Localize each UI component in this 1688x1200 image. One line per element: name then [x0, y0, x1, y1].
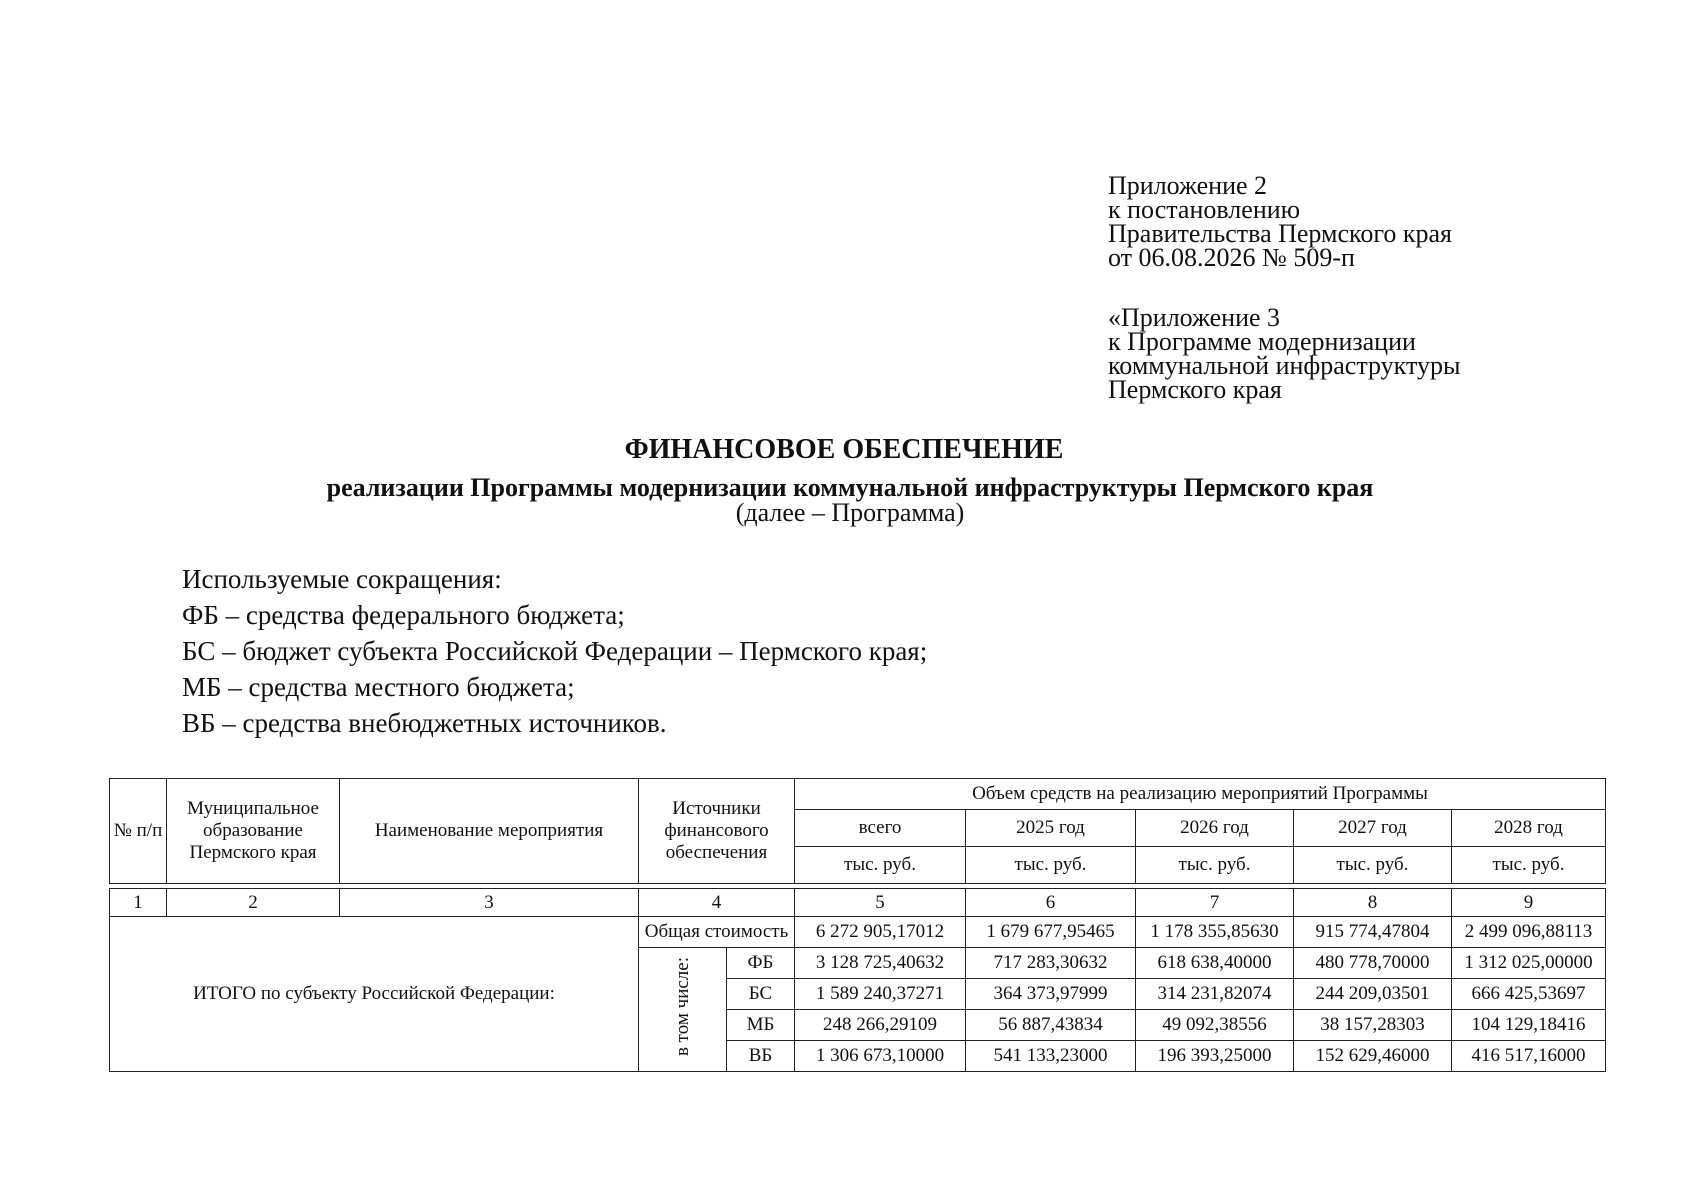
source-value: 666 425,53697 [1452, 979, 1606, 1010]
appendix-block [1108, 171, 1452, 272]
appendix-program-line: Пермского края [1108, 375, 1282, 404]
appendix-line: от 06.08.2026 № 509-п [1108, 243, 1355, 272]
abbreviations-heading: Используемые сокращения: [182, 564, 502, 594]
header-row [110, 779, 1606, 810]
column-number: 7 [1136, 889, 1294, 917]
appendix-program-line: к Программе модернизации [1108, 327, 1416, 356]
abbreviation-item: БС – бюджет субъекта Российской Федерации – Пермского края; [182, 636, 928, 666]
column-number: 4 [639, 889, 795, 917]
overall-value: 1 178 355,85630 [1136, 917, 1294, 948]
source-value: 152 629,46000 [1294, 1041, 1452, 1072]
appendix-program-line: «Приложение 3 [1108, 303, 1281, 332]
header-municipality: Муниципальное образование Пермского края [167, 779, 340, 884]
source-value: 196 393,25000 [1136, 1041, 1294, 1072]
abbreviation-item: ФБ – средства федерального бюджета; [182, 600, 625, 630]
source-value: 3 128 725,40632 [795, 948, 966, 979]
abbreviation-item: ВБ – средства внебюджетных источников. [182, 708, 667, 738]
source-value: 248 266,29109 [795, 1010, 966, 1041]
abbreviation-item: МБ – средства местного бюджета; [182, 672, 575, 702]
header-unit: тыс. руб. [1136, 847, 1294, 884]
source-value: 244 209,03501 [1294, 979, 1452, 1010]
header-year: 2025 год [966, 810, 1136, 847]
overall-value: 2 499 096,88113 [1452, 917, 1606, 948]
column-number: 9 [1452, 889, 1606, 917]
appendix-line: Приложение 2 [1108, 171, 1268, 200]
document-subtitle: реализации Программы модернизации коммунальной инфраструктуры Пермского края [326, 473, 1374, 502]
header-year: 2028 год [1452, 810, 1606, 847]
document-subtitle-note: (далее – Программа) [735, 498, 965, 527]
header-num: № п/п [110, 779, 167, 884]
source-value: 49 092,38556 [1136, 1010, 1294, 1041]
source-value: 314 231,82074 [1136, 979, 1294, 1010]
source-code: МБ [727, 1010, 795, 1041]
source-value: 541 133,23000 [966, 1041, 1136, 1072]
column-number: 6 [966, 889, 1136, 917]
overall-value: 915 774,47804 [1294, 917, 1452, 948]
header-unit: тыс. руб. [1452, 847, 1606, 884]
header-volume: Объем средств на реализацию мероприятий Программы [795, 779, 1606, 810]
source-value: 56 887,43834 [966, 1010, 1136, 1041]
source-value: 364 373,97999 [966, 979, 1136, 1010]
column-number: 8 [1294, 889, 1452, 917]
source-value: 1 589 240,37271 [795, 979, 966, 1010]
overall-value: 6 272 905,17012 [795, 917, 966, 948]
source-value: 104 129,18416 [1452, 1010, 1606, 1041]
column-number: 1 [110, 889, 167, 917]
total-label: ИТОГО по субъекту Российской Федерации: [110, 917, 639, 1072]
column-number: 2 [167, 889, 340, 917]
source-value: 38 157,28303 [1294, 1010, 1452, 1041]
financing-table [109, 778, 1606, 1072]
column-number: 3 [340, 889, 639, 917]
overall-cost-label: Общая стоимость [639, 917, 795, 948]
appendix-line: Правительства Пермского края [1108, 219, 1452, 248]
header-year: 2027 год [1294, 810, 1452, 847]
appendix-program-block [1108, 303, 1461, 404]
appendix-line: к постановлению [1108, 195, 1301, 224]
including-cell [639, 948, 727, 1072]
source-value: 717 283,30632 [966, 948, 1136, 979]
source-value: 480 778,70000 [1294, 948, 1452, 979]
header-activity: Наименование мероприятия [340, 779, 639, 884]
overall-value: 1 679 677,95465 [966, 917, 1136, 948]
header-year: 2026 год [1136, 810, 1294, 847]
abbreviations-block [182, 564, 927, 744]
total-overall-row [110, 917, 1606, 948]
source-value: 1 306 673,10000 [795, 1041, 966, 1072]
document-title: ФИНАНСОВОЕ ОБЕСПЕЧЕНИЕ [624, 434, 1064, 465]
header-year: всего [795, 810, 966, 847]
source-code: ВБ [727, 1041, 795, 1072]
column-number: 5 [795, 889, 966, 917]
source-value: 416 517,16000 [1452, 1041, 1606, 1072]
source-value: 1 312 025,00000 [1452, 948, 1606, 979]
column-numbers-row [110, 889, 1606, 917]
header-unit: тыс. руб. [795, 847, 966, 884]
source-value: 618 638,40000 [1136, 948, 1294, 979]
header-unit: тыс. руб. [1294, 847, 1452, 884]
header-sources: Источники финансового обеспечения [639, 779, 795, 884]
including-label: в том числе: [671, 956, 693, 1057]
appendix-program-line: коммунальной инфраструктуры [1108, 351, 1461, 380]
source-code: БС [727, 979, 795, 1010]
source-code: ФБ [727, 948, 795, 979]
header-unit: тыс. руб. [966, 847, 1136, 884]
